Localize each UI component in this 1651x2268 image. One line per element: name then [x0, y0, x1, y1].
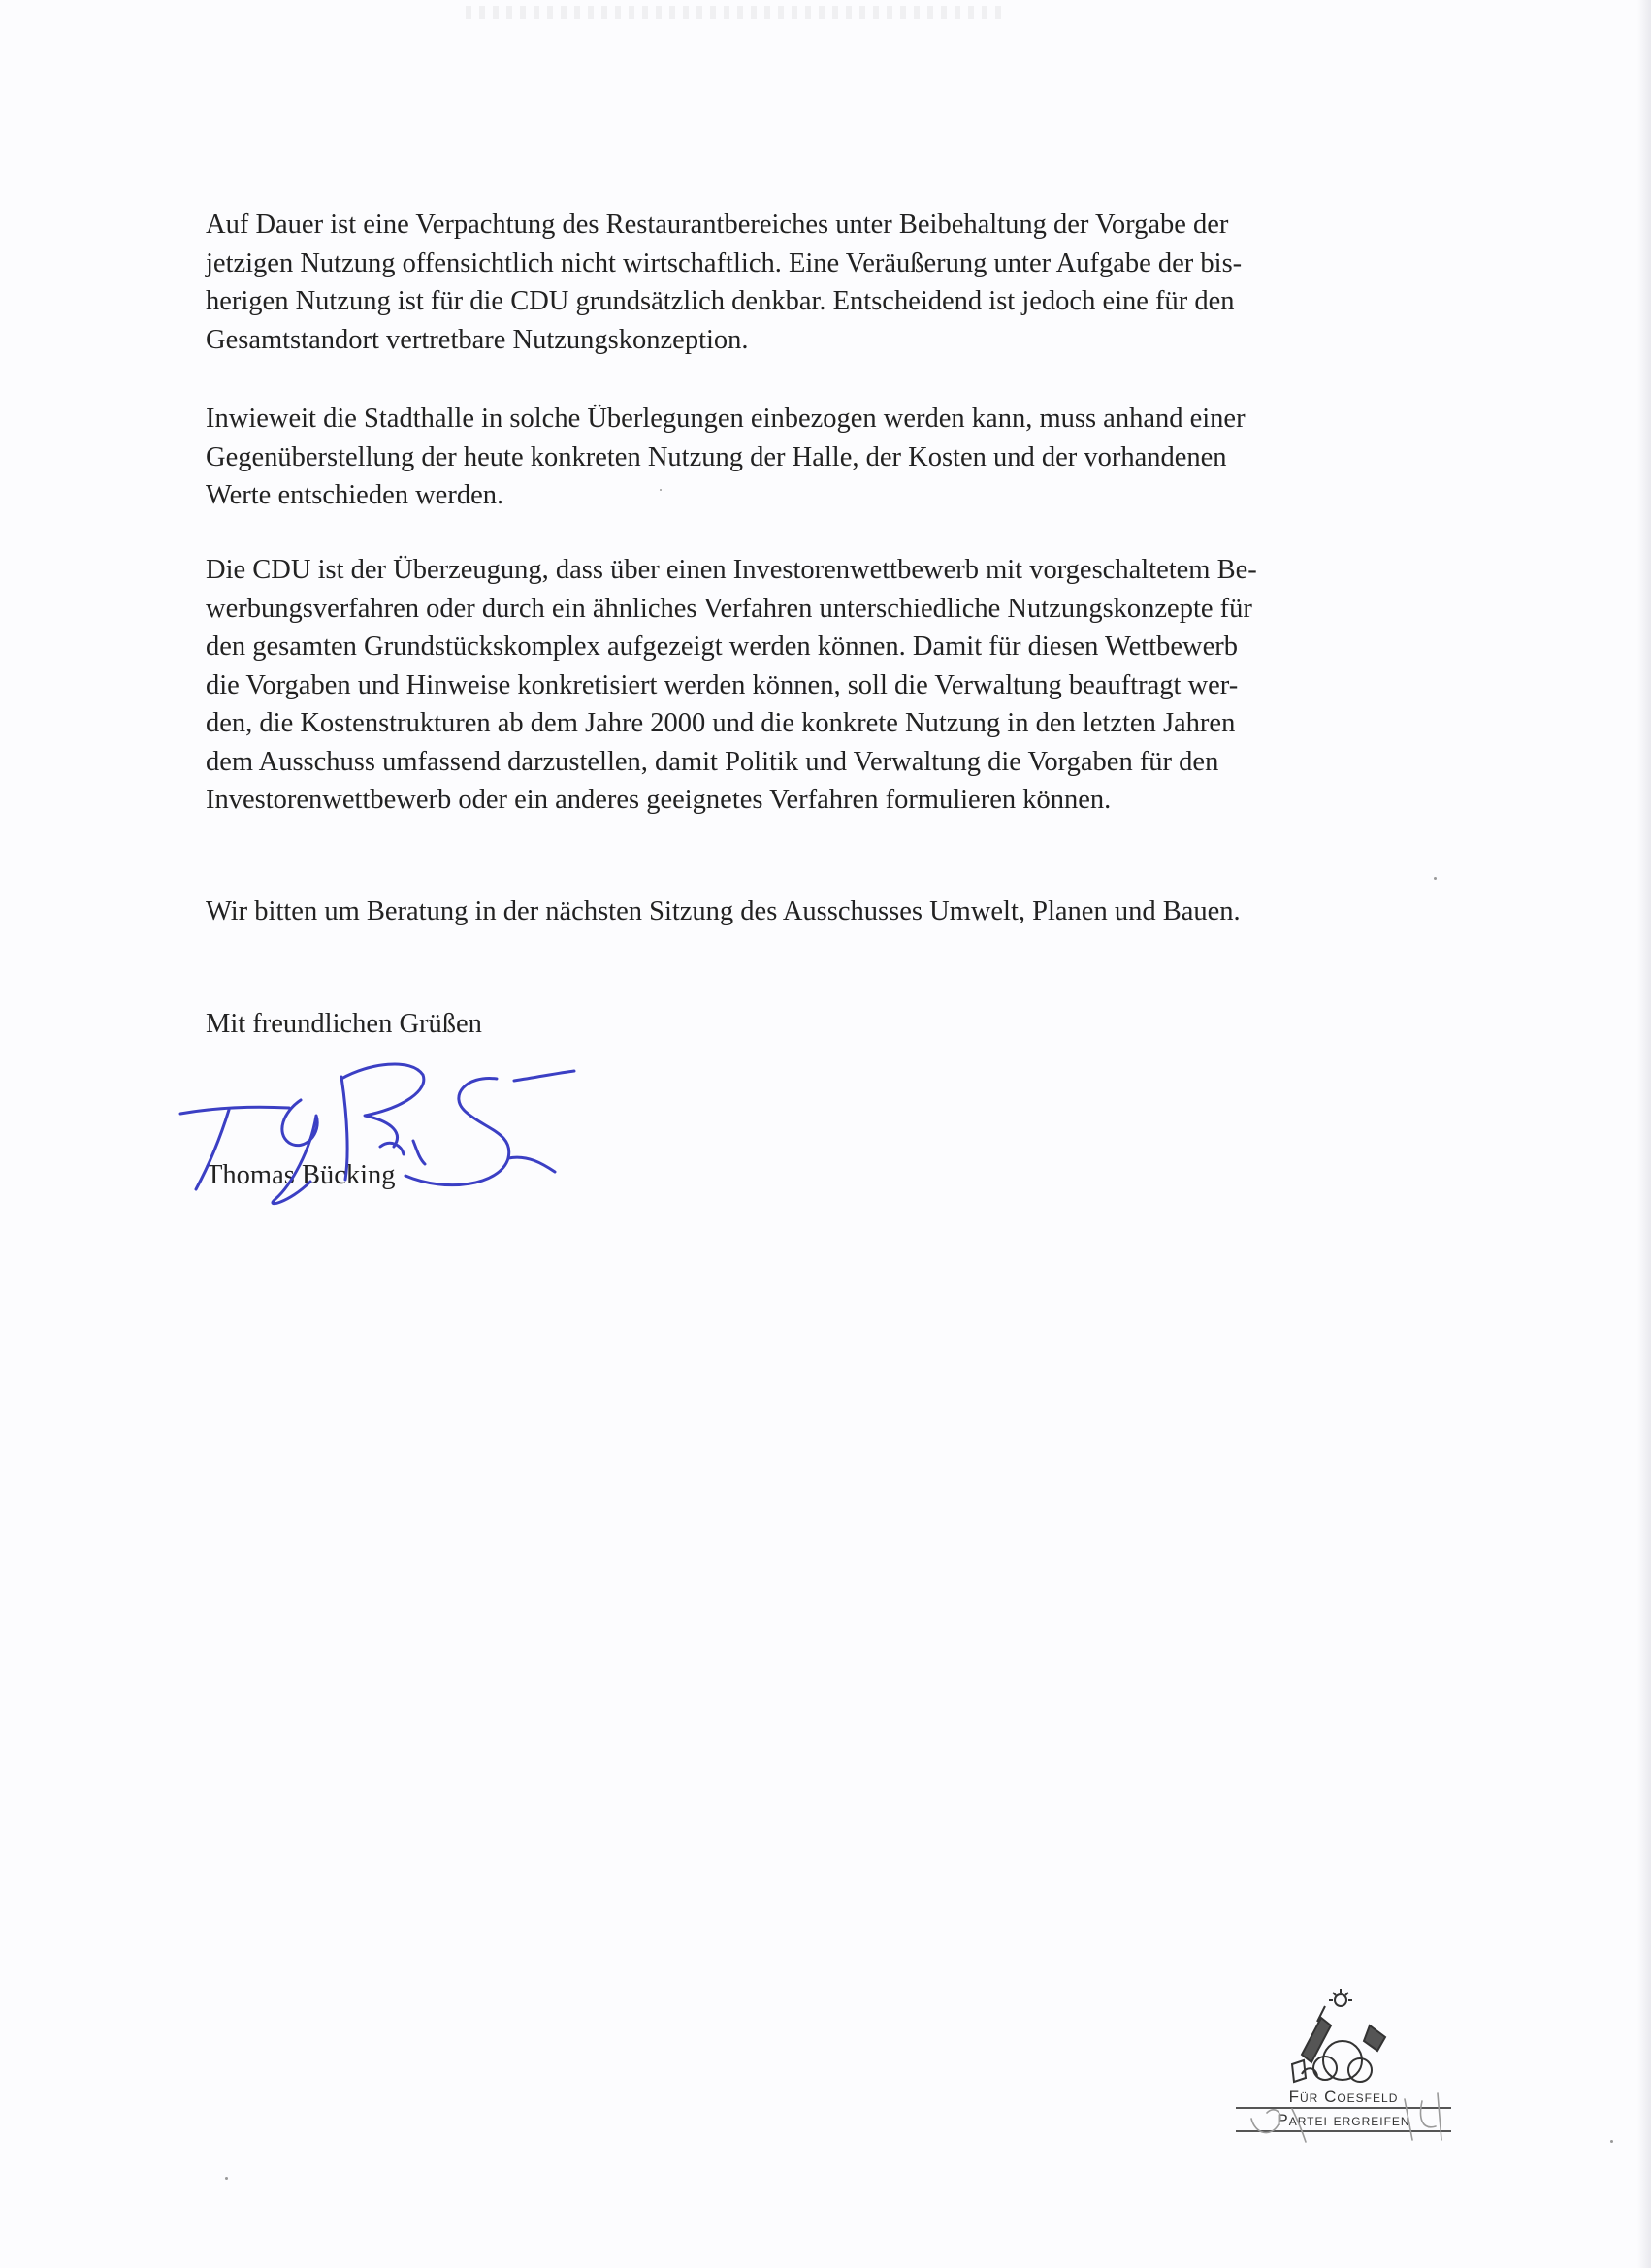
text-line: Inwieweit die Stadthalle in solche Überlegungen einbezogen werden kann, muss anhand einer	[206, 404, 1246, 434]
text-line: Wir bitten um Beratung in der nächsten Sitzung des Ausschusses Umwelt, Planen und Bauen.	[206, 896, 1241, 926]
text-line: dem Ausschuss umfassend darzustellen, damit Politik und Verwaltung die Vorgaben für den	[206, 746, 1219, 777]
paragraph-1	[206, 206, 1242, 359]
logo-text-line-2: Partei ergreifen	[1277, 2111, 1410, 2129]
text-line: Werte entschieden werden.	[206, 480, 504, 510]
text-line: die Vorgaben und Hinweise konkretisiert werden können, soll die Verwaltung beauftragt wer-	[206, 669, 1239, 700]
text-line: Investorenwettbewerb oder ein anderes geeignetes Verfahren formulieren können.	[206, 785, 1112, 815]
text-line: Gesamtstandort vertretbare Nutzungskonzeption.	[206, 324, 749, 355]
scan-speck	[660, 489, 662, 491]
signer-name: Thomas Bücking	[206, 1160, 396, 1190]
text-line: Die CDU ist der Überzeugung, dass über einen Investorenwettbewerb mit vorgeschaltetem Be-	[206, 555, 1257, 585]
logo-text-line-1: Für Coesfeld	[1288, 2088, 1399, 2106]
scan-speck	[1610, 2140, 1613, 2143]
scan-edge-shadow	[1637, 0, 1651, 2268]
text-line: Gegenüberstellung der heute konkreten Nutzung der Halle, der Kosten und der vorhandenen	[206, 441, 1227, 472]
text-line: den gesamten Grundstückskomplex aufgezeigt werden können. Damit für diesen Wettbewerb	[206, 632, 1239, 662]
text-line: Auf Dauer ist eine Verpachtung des Restaurantbereiches unter Beibehaltung der Vorgabe der	[206, 210, 1229, 240]
handwritten-signature	[175, 1057, 601, 1213]
pencil-annotation	[1232, 2086, 1465, 2144]
text-line: den, die Kostenstrukturen ab dem Jahre 2000 und die konkrete Nutzung in den letzten Jahren	[206, 708, 1236, 738]
closing-salutation: Mit freundlichen Grüßen	[206, 1009, 482, 1039]
text-line: herigen Nutzung ist für die CDU grundsätzlich denkbar. Entscheidend ist jedoch eine für den	[206, 286, 1235, 316]
scan-speck	[1434, 877, 1437, 880]
paragraph-4	[206, 892, 1241, 931]
text-line: werbungsverfahren oder durch ein ähnliches Verfahren unterschiedliche Nutzungskonzepte für	[206, 593, 1252, 624]
text-line: jetzigen Nutzung offensichtlich nicht wirtschaftlich. Eine Veräußerung unter Aufgabe der bis-	[206, 247, 1243, 278]
paragraph-2	[206, 400, 1246, 515]
coesfeld-emblem-icon	[1282, 1987, 1399, 2101]
scan-speck	[225, 2177, 228, 2180]
paragraph-3	[206, 551, 1257, 820]
scan-bleed-through	[466, 6, 1009, 19]
